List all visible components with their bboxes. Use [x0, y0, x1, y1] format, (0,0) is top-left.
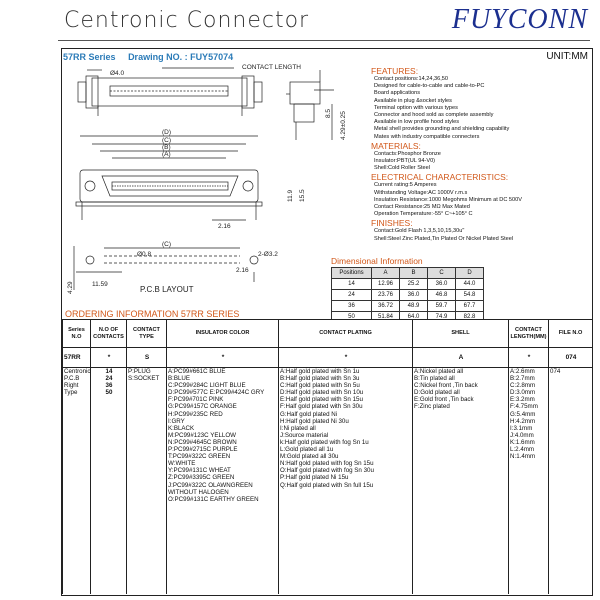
code-cell: * [509, 348, 549, 368]
plating-option: B:Half gold plated with Sn 3u [280, 375, 360, 383]
plating-option: L:Gold plated all 1u [280, 446, 334, 454]
dimension-header: B [400, 268, 428, 279]
contact-option: 24 [105, 375, 113, 383]
electrical-item: Contact Resistance:25 MΩ Max Mated [374, 204, 470, 211]
feature-item: Contact positions:14,24,36,50 [374, 76, 449, 82]
brand-logo: FUYCONN [451, 4, 588, 35]
code-cell: A [413, 348, 509, 368]
ordering-header: N.O OF CONTACTS [91, 320, 127, 348]
table-cell: 74.9 [428, 312, 456, 323]
table-cell: 48.9 [400, 301, 428, 312]
contact-option: 14 [105, 368, 113, 375]
electrical-title: ELECTRICAL CHARACTERISTICS: [371, 172, 509, 183]
table-cell: 23.76 [372, 290, 400, 301]
label-1159: 11.59 [92, 281, 108, 288]
label-contact-length: CONTACT LENGTH [242, 64, 301, 71]
electrical-item: Current rating:5 Amperes [374, 182, 437, 189]
feature-item: Board applications [374, 90, 421, 97]
table-cell: 82.8 [456, 312, 484, 323]
label-A: (A) [162, 151, 171, 158]
table-cell: 54.8 [456, 290, 484, 301]
length-option: B:2.7mm [510, 375, 535, 383]
table-cell: 44.0 [456, 279, 484, 290]
plating-option: F:Half gold plated with Sn 30u [280, 403, 363, 411]
ordering-title: ORDERING INFORMATION 57RR SERIES [65, 309, 240, 319]
ordering-section [62, 319, 592, 594]
contact-type-cell [127, 368, 167, 594]
label-C-pcb: (C) [162, 241, 172, 248]
side-view [286, 70, 334, 140]
feature-item: Available in low profile hood styles [374, 119, 460, 126]
series-desc-line: Right [64, 382, 79, 390]
label-216-front: 2.16 [218, 223, 231, 230]
technical-drawing [62, 60, 372, 310]
length-option: H:4.2mm [510, 417, 536, 425]
ordering-detail-row [63, 368, 593, 594]
plating-option: N:Half gold plated with fog Sn 15u [280, 460, 374, 468]
shell-option: F:Zinc plated [414, 403, 450, 411]
ordering-header: SHELL [413, 320, 509, 348]
length-option: F:4.75mm [510, 403, 538, 411]
shell-option: D:Gold plated all [414, 389, 460, 397]
features-title: FEATURES: [371, 66, 419, 76]
series-desc-cell [63, 368, 91, 594]
table-cell: 36 [332, 301, 372, 312]
electrical-list [371, 182, 595, 218]
feature-item: Designed for cable-to-cable and cable-to-PC [374, 83, 485, 90]
ordering-header-row [63, 320, 593, 348]
code-cell: * [279, 348, 413, 368]
label-pcb-layout: P.C.B LAYOUT [140, 285, 194, 294]
table-cell: 12.96 [372, 279, 400, 290]
label-hole-dia: Ø4.0 [110, 70, 125, 77]
material-item: Shell:Cold Roller Steel [374, 165, 430, 172]
shell-option: B:Tin plated all [414, 375, 455, 383]
plating-option: D:Half gold plated with Sn 10u [280, 389, 364, 397]
dimension-header: A [372, 268, 400, 279]
document-title: Centronic Connector [64, 8, 310, 33]
color-option: H:PC99#235C RED [168, 410, 223, 418]
shell-option: E:Gold front ,Tin back [414, 396, 474, 404]
label-155: 15.5 [299, 189, 306, 202]
dimension-table [331, 267, 484, 323]
label-08: Ø0.8 [137, 251, 152, 258]
finish-item: Contact:Gold Flash 1,3,5,10,15,30u" [374, 228, 465, 235]
electrical-item: Operation Temperature:-55° C~+105° C [374, 211, 473, 218]
code-cell: * [91, 348, 127, 368]
plating-option: k:Half gold plated with fog Sn 1u [280, 438, 369, 446]
features-list [371, 76, 595, 141]
electrical-item: Insulation Resistance:1000 Megohms Minimum at DC 500V [374, 196, 522, 203]
ordering-table [62, 319, 593, 594]
contacts-cell [91, 368, 127, 594]
ordering-header: FILE N.O [549, 320, 593, 348]
plating-option: C:Half gold plated with Sn 5u [280, 382, 360, 390]
code-cell: * [167, 348, 279, 368]
electrical-item: Withstanding Voltage:AC 1000V r.m.s [374, 189, 468, 196]
feature-item: Metal shell provides grounding and shielding capability [374, 126, 510, 133]
plating-option: O:Half gold plated with fog Sn 30u [280, 467, 374, 475]
table-row [332, 301, 484, 312]
materials-list [371, 151, 595, 173]
length-option: D:3.0mm [510, 389, 536, 397]
color-option: D:PC99#577C E:PC99#424C GRY [168, 389, 265, 397]
label-D: (D) [162, 129, 172, 136]
plating-option: H:Half gold plated Ni 30u [280, 417, 349, 425]
plating-option: P:Half gold plated Ni 15u [280, 474, 349, 482]
label-C: (C) [162, 137, 172, 144]
color-option: F:PC99#701C PINK [168, 396, 224, 404]
dimension-table-section [331, 256, 484, 323]
color-option: T:PC99#322C GREEN [168, 453, 231, 461]
ordering-header: CONTACT PLATING [279, 320, 413, 348]
color-option: B:BLUE [168, 375, 191, 383]
length-option: E:3.2mm [510, 396, 535, 404]
front-view [76, 170, 262, 220]
length-option: G:5.4mm [510, 410, 536, 418]
code-cell: 57RR [63, 348, 91, 368]
ordering-header: CONTACT TYPE [127, 320, 167, 348]
color-option: Z:PC99#3395C GREEN [168, 474, 235, 482]
plating-option: M:Gold plated all 30u [280, 453, 339, 461]
label-85: 8.5 [325, 108, 332, 118]
code-cell: 074 [549, 348, 593, 368]
length-option: L:2.4mm [510, 446, 535, 454]
label-2-hole: 2-Ø3.2 [258, 251, 278, 258]
color-option: G:PC99#157C ORANGE [168, 403, 237, 411]
file-no-cell [549, 368, 593, 594]
material-item: Insulator:PBT(UL 94-V0) [374, 158, 436, 165]
series-desc-line: P.C.B [64, 375, 80, 383]
table-row [332, 279, 484, 290]
ordering-header: INSULATOR COLOR [167, 320, 279, 348]
dimension-header: D [456, 268, 484, 279]
plating-cell [279, 368, 413, 594]
table-cell: 14 [332, 279, 372, 290]
color-option: J:PC99#322C OLAWNGREEN WITHOUT HALOGEN [168, 481, 253, 496]
series-desc-line: Centronic [64, 368, 91, 375]
materials-title: MATERIALS: [371, 140, 421, 151]
table-cell: 59.7 [428, 301, 456, 312]
page-header [0, 0, 600, 44]
color-option: A:PC99#661C BLUE [168, 368, 226, 375]
color-option: W:WHITE [168, 460, 196, 468]
plating-option: G:Half gold plated Ni [280, 410, 338, 418]
length-option: C:2.8mm [510, 382, 536, 390]
header-divider [58, 40, 590, 41]
series-name: 57RR Series [63, 52, 116, 62]
table-cell: 25.2 [400, 279, 428, 290]
plating-option: Q:Half gold plated with Sn full 15u [280, 481, 374, 489]
material-item: Contacts:Phosphor Bronze [374, 150, 441, 157]
plating-option: I:Ni plated all [280, 424, 316, 432]
dimension-header-row [332, 268, 484, 279]
dimension-title: Dimensional Information [331, 256, 423, 266]
type-option: S:SOCKET [128, 375, 160, 383]
table-cell: 46.8 [428, 290, 456, 301]
length-option: K:1.6mm [510, 438, 535, 446]
table-cell: 24 [332, 290, 372, 301]
finish-item: Shell:Steel Zinc Plated,Tin Plated Or Nickel Plated Steel [374, 235, 514, 242]
plating-option: E:Half gold plated with Sn 15u [280, 396, 363, 404]
feature-item: Terminal option with various types [374, 104, 458, 111]
unit-label: UNIT:MM [546, 51, 588, 62]
contact-option: 36 [105, 382, 113, 390]
label-B: (B) [162, 144, 171, 151]
length-option: N:1.4mm [510, 453, 536, 461]
feature-item: Mates with industry compatible connecters [374, 133, 480, 140]
label-216-pcb: 2.16 [236, 267, 249, 274]
table-row [332, 290, 484, 301]
contact-option: 50 [105, 389, 113, 397]
length-option: A:2.6mm [510, 368, 535, 375]
table-cell: 36.0 [400, 290, 428, 301]
finishes-title: FINISHES: [371, 218, 413, 229]
color-option: I:GRY [168, 417, 185, 425]
insulator-color-cell [167, 368, 279, 594]
shell-option: C:Nickel front ,Tin back [414, 382, 478, 390]
shell-cell [413, 368, 509, 594]
color-option: O:PC99#131C EARTHY GREEN [168, 495, 259, 503]
length-option: I:3.1mm [510, 424, 533, 432]
finishes-list [371, 228, 595, 242]
specifications-panel [371, 66, 595, 243]
table-cell: 36.0 [428, 279, 456, 290]
table-cell: 36.72 [372, 301, 400, 312]
color-option: C:PC99#284C LIGHT BLUE [168, 382, 246, 390]
table-cell: 67.7 [456, 301, 484, 312]
label-429-tolerance: 4.29±0.25 [340, 111, 347, 140]
table-cell: 51.84 [372, 312, 400, 323]
series-desc-line: Type [64, 389, 78, 397]
length-option: J:4.0mm [510, 431, 534, 439]
color-option: K:BLACK [168, 424, 195, 432]
color-option: M:PC99#123C YELLOW [168, 431, 236, 439]
plating-option: A:Half gold plated with Sn 1u [280, 368, 360, 375]
feature-item: Available in plug &socket styles [374, 97, 452, 104]
color-option: Y:PC99#131C WHEAT [168, 467, 231, 475]
table-cell: 64.0 [400, 312, 428, 323]
label-429: 4.29 [67, 281, 74, 294]
ordering-header: Series N.O [63, 320, 91, 348]
plating-option: J:Source material [280, 431, 329, 439]
label-119: 11.9 [287, 189, 294, 202]
dimension-header: C [428, 268, 456, 279]
code-cell: S [127, 348, 167, 368]
table-cell: 50 [332, 312, 372, 323]
drawing-number: Drawing NO. : FUY57074 [128, 52, 234, 62]
type-option: P:PLUG [128, 368, 151, 375]
ordering-code-row [63, 348, 593, 368]
color-option: P:PC99#2715C PURPLE [168, 446, 238, 454]
feature-item: Connector and hood sold as complete assembly [374, 112, 494, 119]
ordering-header: CONTACT LENGTH(MM) [509, 320, 549, 348]
top-view [78, 68, 262, 116]
contact-length-cell [509, 368, 549, 594]
color-option: N:PC99#4645C BROWN [168, 438, 237, 446]
shell-option: A:Nickel plated all [414, 368, 464, 375]
dimension-header: Positions [332, 268, 372, 279]
file-number: 074 [550, 368, 561, 375]
